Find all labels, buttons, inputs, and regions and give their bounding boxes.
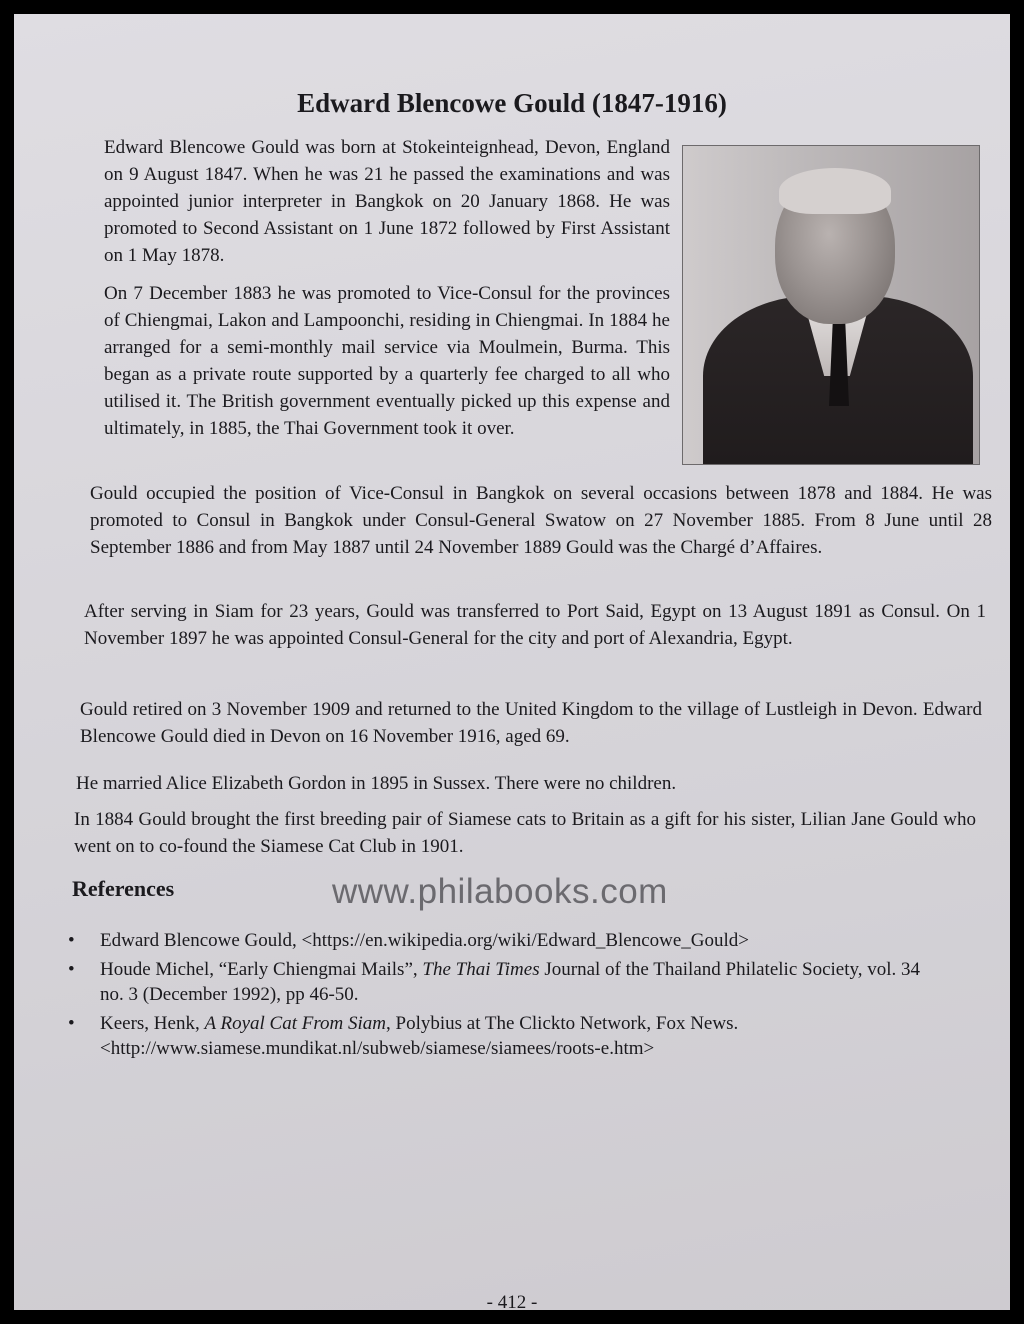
references-list bbox=[64, 928, 944, 1065]
bullet-icon: • bbox=[68, 930, 75, 951]
references-heading: References bbox=[72, 876, 175, 901]
watermark: www.philabooks.com bbox=[332, 872, 668, 911]
page-number: - 412 - bbox=[486, 1292, 538, 1310]
paragraph-vice-consul-chiengmai: On 7 December 1883 he was promoted to Vice-Consul for the provinces of Chiengmai, Lakon and Lampoonchi, residing in Chiengmai. In 1884 he arranged for a semi-monthly mail service via Moulmein, Burma. This began as a private route supported by a quarterly fee charged to all who utilised it. The British government eventually picked up this expense and ultimately, in 1885, the Thai Government took it over. bbox=[104, 283, 670, 439]
book-page bbox=[14, 14, 1010, 1310]
reference-item: • Keers, Henk, A Royal Cat From Siam, Polybius at The Clickto Network, Fox News. <http://www.siamese.mundikat.nl/subweb/siamese/siamees/roots-e.htm> bbox=[68, 1013, 739, 1059]
paragraph-retirement: Gould retired on 3 November 1909 and returned to the United Kingdom to the village of Lustleigh in Devon. Edward Blencowe Gould died in Devon on 16 November 1916, aged 69. bbox=[80, 699, 982, 747]
reference-item: • Houde Michel, “Early Chiengmai Mails”, The Thai Times Journal of the Thailand Philatelic Society, vol. 34 no. 3 (December 1992), pp 46-50. bbox=[68, 959, 921, 1005]
paragraph-egypt: After serving in Siam for 23 years, Gould was transferred to Port Said, Egypt on 13 August 1891 as Consul. On 1 November 1897 he was appointed Consul-General for the city and port of Alexandria, Egypt. bbox=[84, 601, 986, 649]
portrait-photo bbox=[682, 145, 980, 465]
paragraph-marriage: He married Alice Elizabeth Gordon in 1895 in Sussex. There were no children. bbox=[76, 773, 677, 794]
paragraph-consul-bangkok: Gould occupied the position of Vice-Consul in Bangkok on several occasions between 1878 and 1884. He was promoted to Consul in Bangkok under Consul-General Swatow on 27 November 1885. From 8 June until 28 September 1886 and from May 1887 until 24 November 1889 Gould was the Chargé d’Affaires. bbox=[90, 483, 992, 558]
page-frame bbox=[14, 14, 1010, 1310]
paragraph-birth: Edward Blencowe Gould was born at Stokeinteignhead, Devon, England on 9 August 1847. When he was 21 he passed the examinations and was appointed junior interpreter in Bangkok on 20 January 1868. He was promoted to Second Assistant on 1 June 1872 followed by First Assistant on 1 May 1878. bbox=[104, 137, 670, 266]
reference-item: • Edward Blencowe Gould, <https://en.wikipedia.org/wiki/Edward_Blencowe_Gould> bbox=[68, 930, 750, 951]
paragraph-siamese-cats: In 1884 Gould brought the first breeding pair of Siamese cats to Britain as a gift for his sister, Lilian Jane Gould who went on to co-found the Siamese Cat Club in 1901. bbox=[74, 809, 976, 857]
page-title: Edward Blencowe Gould (1847-1916) bbox=[297, 88, 727, 118]
bullet-icon: • bbox=[68, 1013, 75, 1034]
bullet-icon: • bbox=[68, 959, 75, 980]
